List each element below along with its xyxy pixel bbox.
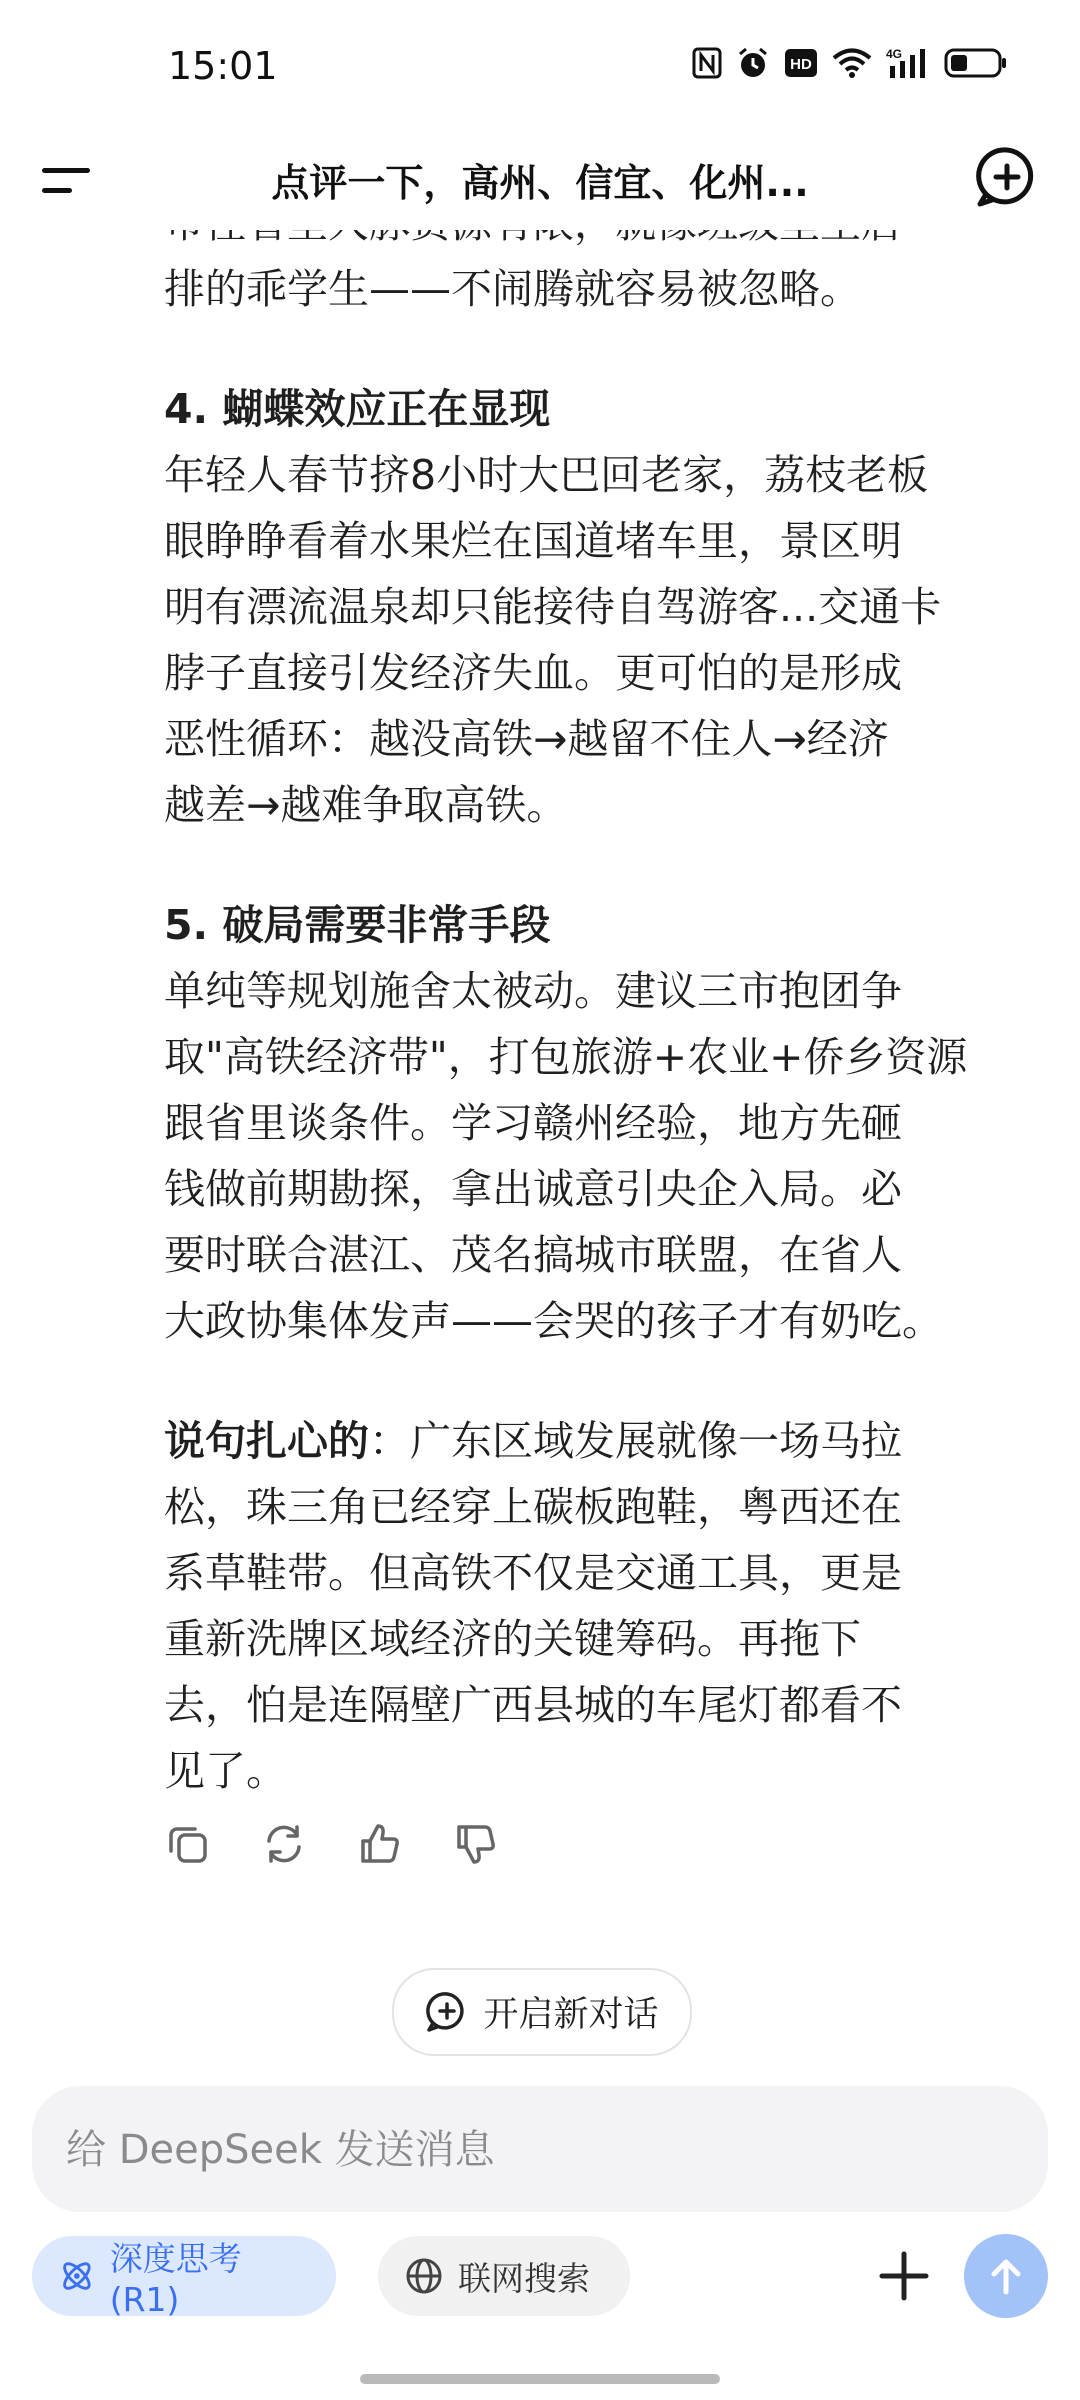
paragraph-line: 大政协集体发声——会哭的孩子才有奶吃。 <box>164 1297 943 1345</box>
paragraph-line: 脖子直接引发经济失血。更可怕的是形成 <box>164 649 902 697</box>
attach-button[interactable] <box>868 2240 940 2312</box>
status-time: 15:01 <box>168 44 278 88</box>
like-button[interactable] <box>356 1820 404 1868</box>
regenerate-button[interactable] <box>260 1820 308 1868</box>
nfc-icon <box>692 47 722 79</box>
paragraph-line: 钱做前期勘探，拿出诚意引央企入局。必 <box>164 1165 902 1213</box>
paragraph-line: 松，珠三角已经穿上碳板跑鞋，粤西还在 <box>164 1483 902 1531</box>
paragraph-line: 排的乖学生——不闹腾就容易被忽略。 <box>164 265 861 313</box>
new-chat-icon <box>425 1990 469 2034</box>
new-chat-button[interactable] <box>972 142 1042 212</box>
globe-icon <box>404 2256 444 2296</box>
paragraph-line: 明有漂流温泉却只能接待自驾游客...交通卡 <box>164 583 942 631</box>
section-heading: 5. 破局需要非常手段 <box>164 901 551 949</box>
status-bar <box>0 0 1080 130</box>
message-input[interactable] <box>64 2086 1008 2214</box>
regenerate-icon <box>261 1821 307 1867</box>
battery-icon <box>944 47 1008 79</box>
plus-icon <box>868 2240 940 2312</box>
closing-lead: 说句扎心的 <box>164 1417 369 1465</box>
thumbs-up-icon <box>357 1821 403 1867</box>
send-button[interactable] <box>964 2234 1048 2318</box>
copy-button[interactable] <box>164 1820 212 1868</box>
paragraph-line: 年轻人春节挤8小时大巴回老家，荔枝老板 <box>164 451 929 499</box>
new-chat-icon <box>972 142 1042 212</box>
home-indicator[interactable] <box>360 2374 720 2384</box>
svg-text:4G: 4G <box>886 47 903 61</box>
deep-think-label: 深度思考 (R1) <box>109 2239 242 2319</box>
atom-icon <box>58 2256 96 2296</box>
hd-icon <box>784 48 818 78</box>
svg-text:HD: HD <box>790 56 812 73</box>
4g-signal-icon <box>886 46 930 80</box>
paragraph-line: 越差→越难争取高铁。 <box>164 781 568 829</box>
message-actions <box>164 1820 500 1868</box>
paragraph-line: 见了。 <box>164 1747 287 1790</box>
wifi-icon <box>832 47 872 79</box>
paragraph-line: 重新洗牌区域经济的关键筹码。再拖下 <box>164 1615 861 1663</box>
message-composer <box>32 2086 1048 2212</box>
menu-icon <box>36 148 106 214</box>
section-heading: 4. 蝴蝶效应正在显现 <box>164 385 551 433</box>
app-header <box>0 130 1080 230</box>
paragraph-line: 跟省里谈条件。学习赣州经验，地方先砸 <box>164 1099 902 1147</box>
assistant-message <box>164 190 1044 1790</box>
paragraph-line: 单纯等规划施舍太被动。建议三市抱团争 <box>164 967 902 1015</box>
alarm-icon <box>736 46 770 80</box>
copy-icon <box>165 1821 211 1867</box>
paragraph-line: 眼睁睁看着水果烂在国道堵车里，景区明 <box>164 517 902 565</box>
new-dialog-button[interactable] <box>392 1968 692 2056</box>
web-search-toggle[interactable] <box>378 2236 630 2316</box>
paragraph-line: 取"高铁经济带"，打包旅游+农业+侨乡资源 <box>164 1033 968 1081</box>
deep-think-toggle[interactable] <box>32 2236 336 2319</box>
paragraph-line: 去，怕是连隔壁广西县城的车尾灯都看不 <box>164 1681 902 1729</box>
paragraph-line: 要时联合湛江、茂名搞城市联盟，在省人 <box>164 1231 902 1279</box>
thumbs-down-icon <box>453 1821 499 1867</box>
web-search-label: 联网搜索 <box>458 2258 590 2298</box>
closing-first-rest: ：广东区域发展就像一场马拉 <box>369 1417 902 1465</box>
menu-button[interactable] <box>36 148 106 214</box>
status-icons <box>692 46 1008 80</box>
paragraph-line: 系草鞋带。但高铁不仅是交通工具，更是 <box>164 1549 902 1597</box>
arrow-up-icon <box>984 2254 1028 2298</box>
closing-first-line <box>164 1408 1044 1474</box>
dislike-button[interactable] <box>452 1820 500 1868</box>
new-dialog-label: 开启新对话 <box>483 1995 659 2035</box>
paragraph-line: 恶性循环：越没高铁→越留不住人→经济 <box>164 715 889 763</box>
conversation-title: 点评一下，高州、信宜、化州... <box>271 161 809 205</box>
